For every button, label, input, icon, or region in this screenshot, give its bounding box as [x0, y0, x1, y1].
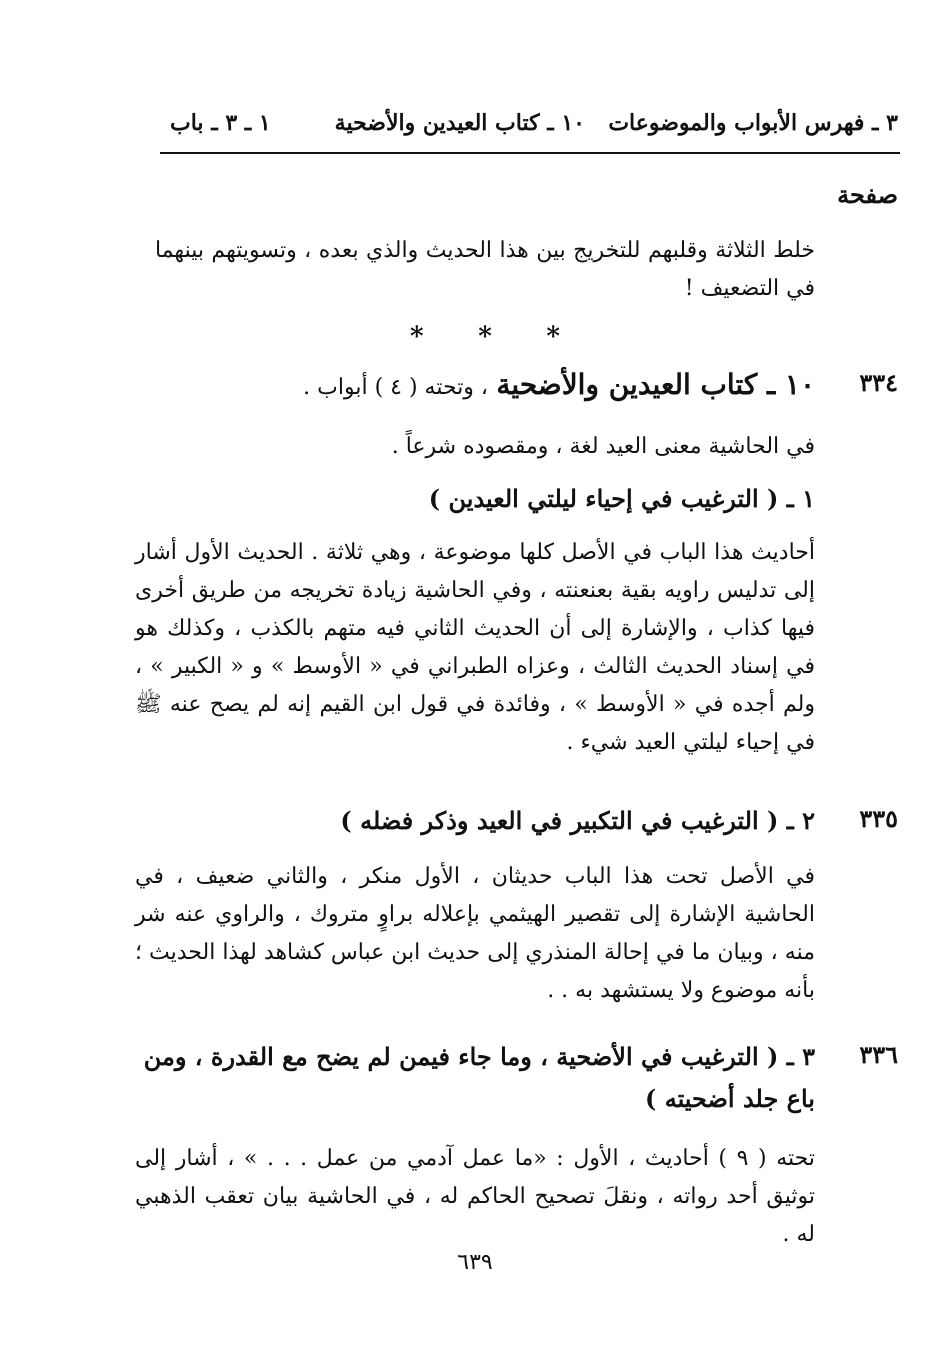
header-chapter-ref: ١ ـ ٣ ـ باب: [170, 110, 271, 136]
chapter-heading: ٢ ـ ( الترغيب في التكبير في العيد وذكر فضله ): [340, 806, 815, 835]
separator-star: *: [410, 322, 424, 352]
header-rule: [160, 152, 900, 154]
separator-star: *: [478, 322, 492, 352]
intro-paragraph: خلط الثلاثة وقلبهم للتخريج بين هذا الحديث والذي بعده ، وتسويتهم بينهما في التضعيف !: [155, 238, 815, 301]
book-heading-detail: ، وتحته ( ٤ ) أبواب .: [303, 375, 489, 400]
header-book-title: ١٠ ـ كتاب العيدين والأضحية: [334, 110, 585, 136]
header-section-title: ٣ ـ فهرس الأبواب والموضوعات: [608, 110, 898, 136]
chapter-heading: ١ ـ ( الترغيب في إحياء ليلتي العيدين ): [428, 484, 815, 513]
entry-page-number: ٣٣٥: [859, 804, 898, 833]
chapter-body: في الأصل تحت هذا الباب حديثان ، الأول منكر ، والثاني ضعيف ، في الحاشية الإشارة إلى تقصير الهيثمي بإعلاله براوٍ متروك ، والراوي عنه شر منه ، وبيان ما في إحالة المنذري إلى حديث ابن عباس كشاهد لهذا الحديث ؛ بأنه موضوع ولا يستشهد به . .: [135, 864, 816, 1003]
book-heading: [155, 364, 815, 409]
entry-page-number: ٣٣٦: [859, 1040, 898, 1069]
page-column-label: صفحة: [837, 180, 898, 209]
book-heading-title: ١٠ ـ كتاب العيدين والأضحية: [496, 368, 815, 401]
chapter-body: أحاديث هذا الباب في الأصل كلها موضوعة ، وهي ثلاثة . الحديث الأول أشار إلى تدليس راويه بقية بعنعنته ، وفي الحاشية زيادة تخريجه من طريق أخرى فيها كذاب ، والإشارة إلى أن الحديث الثاني فيه متهم بالكذب ، وكذلك هو في إسناد الحديث الثالث ، وعزاه الطبراني في « الأوسط » و « الكبير » ، ولم أجده في « الأوسط » ، وفائدة في قول ابن القيم إنه لم يصح عنه ﷺ في إحياء ليلتي العيد شيء .: [135, 540, 815, 755]
separator-stars: [410, 322, 560, 352]
entry-page-number: ٣٣٤: [859, 368, 898, 397]
chapter-body: تحته ( ٩ ) أحاديث ، الأول : «ما عمل آدمي من عمل . . . » ، أشار إلى توثيق أحد رواته ، ونقلَ تصحيح الحاكم له ، في الحاشية بيان تعقب الذهبي له .: [135, 1146, 815, 1247]
book-note: في الحاشية معنى العيد لغة ، ومقصوده شرعاً .: [391, 434, 815, 459]
chapter-heading: ٣ ـ ( الترغيب في الأضحية ، وما جاء فيمن لم يضح مع القدرة ، ومن باع جلد أضحيته ): [143, 1042, 815, 1113]
footer-page-number: ٦٣٩: [457, 1250, 493, 1275]
separator-star: *: [546, 322, 560, 352]
